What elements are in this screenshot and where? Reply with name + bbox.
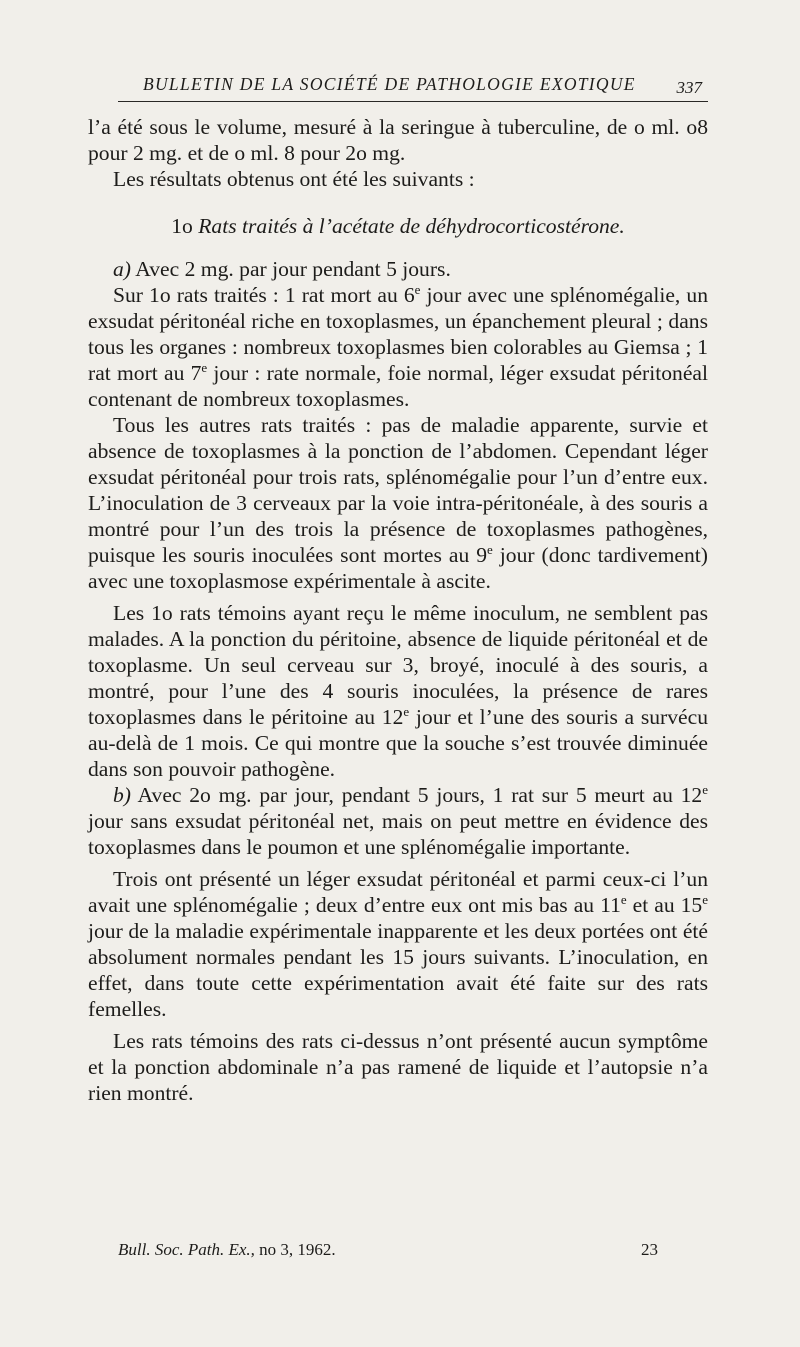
paragraph-control-rats: Les 1o rats témoins ayant reçu le même inoculum, ne semblent pas malades. A la ponction du péritoine, absence de liquide péritonéal et de toxoplasme. Un seul cerveau sur 3, broyé, inoculé à des souris, a montré, pour l’une des 4 souris inoculées, la présence de rares toxoplasmes dans le péritoine au 12e jour et l’une des souris a survécu au-delà de 1 mois. Ce qui montre que la souche s’est trouvée diminuée dans son pouvoir pathogène. bbox=[88, 601, 709, 781]
section-number: 1o bbox=[171, 214, 193, 238]
page-number: 337 bbox=[676, 78, 702, 97]
subsection-b: b) Avec 2o mg. par jour, pendant 5 jours, 1 rat sur 5 meurt au 12e jour sans exsudat péritonéal net, mais on peut mettre en évidence des toxoplasmes dans le poumon et une splénomégalie importante. bbox=[88, 782, 708, 859]
header-rule bbox=[118, 101, 708, 102]
section-heading bbox=[88, 213, 708, 239]
journal-citation: Bull. Soc. Path. Ex., no 3, 1962. bbox=[118, 1240, 336, 1259]
subsection-a bbox=[88, 256, 708, 282]
paragraph-continuation: l’a été sous le volume, mesuré à la seringue à tuberculine, de o ml. o8 pour 2 mg. et de o ml. 8 pour 2o mg. bbox=[88, 115, 708, 165]
paragraph-three-rats: Trois ont présenté un léger exsudat péritonéal et parmi ceux-ci l’un avait une splénomégalie ; deux d’entre eux ont mis bas au 11e et au 15e jour de la maladie expérimentale inapparente et les deux portées ont été absolument normales pendant les 15 jours suivants. L’inoculation, en effet, dans toute cette expérimentation avait été faite sur des rats femelles. bbox=[88, 867, 708, 1021]
subsection-a-label: a) bbox=[113, 257, 131, 281]
paragraph-treated-rats: Sur 1o rats traités : 1 rat mort au 6e jour avec une splénomégalie, un exsudat péritonéal riche en toxoplasmes, un épanchement pleural ; dans tous les organes : nombreux toxoplasmes bien colorables au Giemsa ; 1 rat mort au 7e jour : rate normale, foie normal, léger exsudat péritonéal contenant de nombreux toxoplasmes. bbox=[88, 282, 708, 411]
paragraph-other-rats: Tous les autres rats traités : pas de maladie apparente, survie et absence de toxoplasmes à la ponction de l’abdomen. Cependant léger exsudat péritonéal pour trois rats, splénomégalie pour l’un d’entre eux. L’inoculation de 3 cerveaux par la voie intra-péritonéale, à des souris a montré pour l’un des trois la présence de toxoplasmes pathogènes, puisque les souris inoculées sont mortes au 9e jour (donc tardivement) avec une toxoplasmose expérimentale à ascite. bbox=[88, 413, 708, 593]
section-title: Rats traités à l’acétate de déhydrocorticostérone. bbox=[198, 214, 625, 238]
paragraph-control-summary: Les rats témoins des rats ci-dessus n’ont présenté aucun symptôme et la ponction abdominale n’a pas ramené de liquide et l’autopsie n’a rien montré. bbox=[88, 1029, 708, 1105]
running-header bbox=[118, 74, 708, 104]
journal-title: BULLETIN DE LA SOCIÉTÉ DE PATHOLOGIE EXOTIQUE bbox=[143, 74, 636, 94]
subsection-b-label: b) bbox=[113, 783, 131, 807]
paragraph-results-intro: Les résultats obtenus ont été les suivants : bbox=[113, 167, 475, 191]
signature-mark: 23 bbox=[641, 1240, 658, 1259]
page-footer bbox=[118, 1240, 658, 1266]
subsection-a-text: Avec 2 mg. par jour pendant 5 jours. bbox=[135, 257, 451, 281]
article-body bbox=[88, 114, 708, 1106]
